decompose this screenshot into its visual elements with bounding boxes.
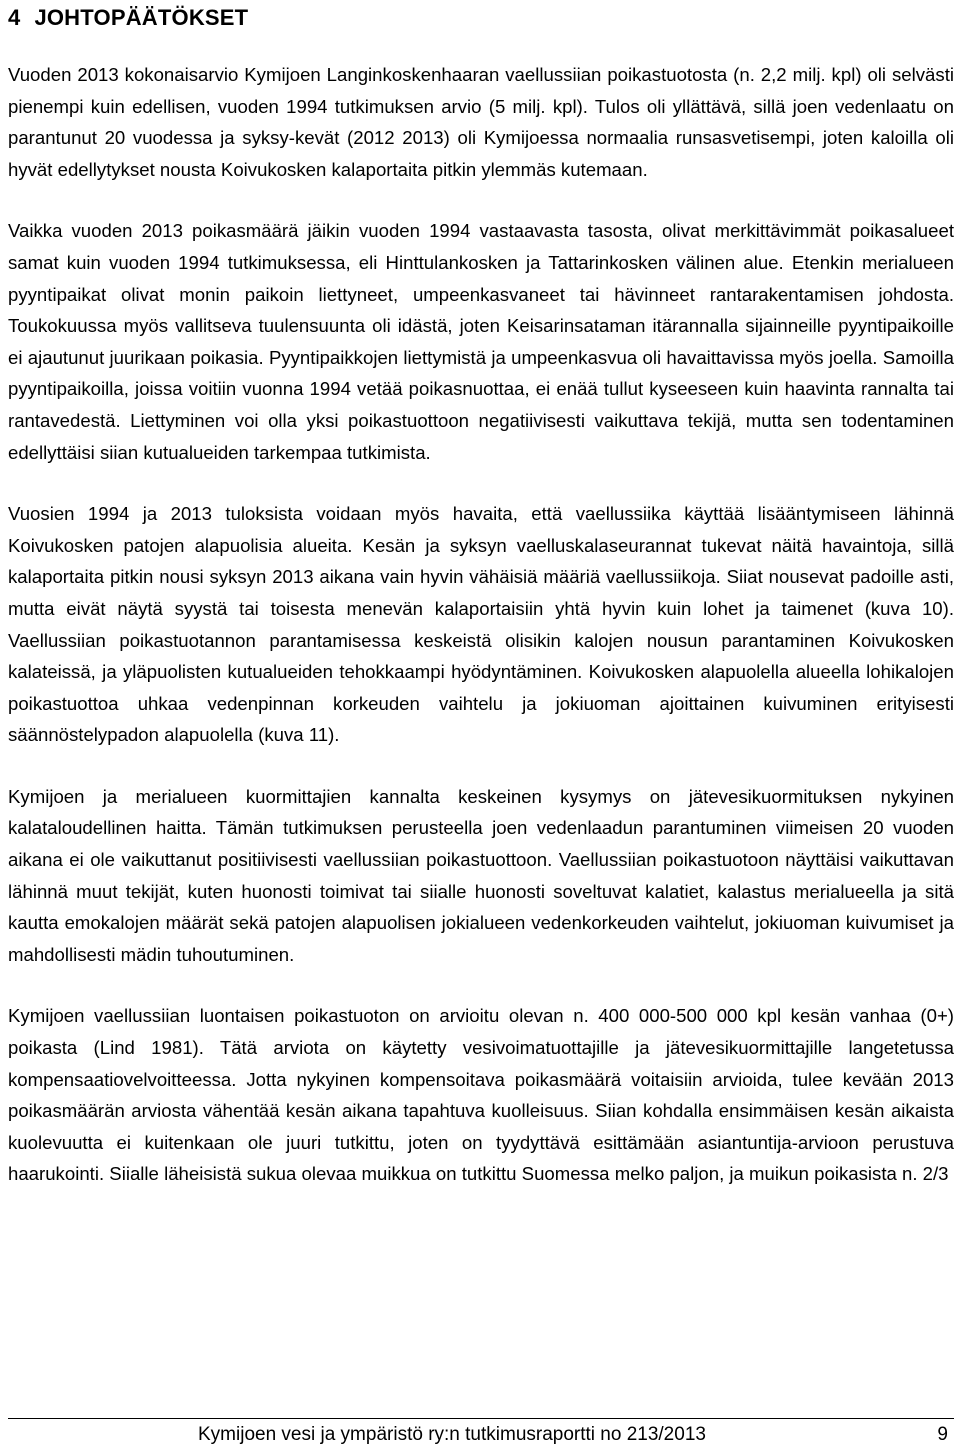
paragraph-5: Kymijoen vaellussiian luontaisen poikastuoton on arvioitu olevan n. 400 000-500 000 kpl kesän vanhaa (0+) poikasta (Lind 1981). Tätä arviota on käytetty vesivoimatuottajille ja jätevesikuormittajille langetetussa kompensaatiovelvoitteessa. Jotta nykyinen kompensoitava poikasmäärä voitaisiin arvioida, tulee kevään 2013 poikasmäärän arviosta vähentää kesän aikana tapahtuva kuolleisuus. Siian kohdalla ensimmäisen kesän aikaista kuolevuutta ei kuitenkaan ole juuri tutkittu, joten on tyydyttävä esittämään asiantuntija-arvioon perustuva haarukointi. Siialle läheisistä sukua olevaa muikkua on tutkittu Suomessa melko paljon, ja muikun poikasista n. 2/3 [8, 1005, 954, 1185]
paragraph-1: Vuoden 2013 kokonaisarvio Kymijoen Langinkoskenhaaran vaellussiian poikastuotosta (n. 2,2 milj. kpl) oli selvästi pienempi kuin edellisen, vuoden 1994 tutkimuksen arvio (5 milj. kpl). Tulos oli yllättävä, sillä joen vedenlaatu on parantunut 20 vuodessa ja syksy-kevät (2012 2013) oli Kymijoessa normaalia runsasvetisempi, joten kaloilla oli hyvät edellytykset nousta Koivukosken kalaportaita pitkin ylemmäs kutemaan. [8, 64, 954, 180]
footer-report-title: Kymijoen vesi ja ympäristö ry:n tutkimusraportti no 213/2013 [198, 1424, 706, 1445]
section-number: 4 [8, 5, 21, 30]
section-title: JOHTOPÄÄTÖKSET [34, 5, 249, 30]
paragraph-4: Kymijoen ja merialueen kuormittajien kannalta keskeinen kysymys on jätevesikuormituksen nykyinen kalataloudellinen haitta. Tämän tutkimuksen perusteella joen vedenlaadun parantuminen viimeisen 20 vuoden aikana ei ole vaikuttanut positiivisesti vaellussiian poikastuottoon. Vaellussiian poikastuotoon näyttäisi vaikuttavan lähinnä muut tekijät, kuten huonosti toimivat tai siialle huonosti soveltuvat kalatiet, kalastus merialueella ja sitä kautta emokalojen määrät sekä patojen alapuolisen jokialueen vedenkorkeuden vaihtelut, jokiuoman kuivumiset ja mahdollisesti mädin tuhoutuminen. [8, 785, 954, 965]
section-heading [8, 4, 954, 32]
page-footer [8, 1418, 954, 1449]
paragraph-2: Vaikka vuoden 2013 poikasmäärä jäikin vuoden 1994 vastaavasta tasosta, olivat merkittävimmät poikasalueet samat kuin vuoden 1994 tutkimuksessa, eli Hinttulankosken ja Tattarinkosken välinen alue. Etenkin merialueen pyyntipaikat olivat monin paikoin liettyneet, umpeenkasvaneet tai hävinneet rantarakentamisen johdosta. Toukokuussa myös vallitseva tuulensuunta oli idästä, joten Keisarinsataman itärannalla sijainneille pyyntipaikoille ei ajautunut juurikaan poikasia. Pyyntipaikkojen liettymistä ja umpeenkasvua oli havaittavissa myös joella. Samoilla pyyntipaikoilla, joissa voitiin vuonna 1994 vetää poikasnuottaa, ei enää tullut kyseeseen kuin haavinta rannalta tai rantavedestä. Liettyminen voi olla yksi poikastuottoon negatiivisesti vaikuttava tekijä, mutta sen todentaminen edellyttäisi siian kutualueiden tarkempaa tutkimista. [8, 220, 954, 463]
footer-page-number: 9 [937, 1424, 948, 1445]
document-page [8, 0, 954, 1190]
paragraph-3: Vuosien 1994 ja 2013 tuloksista voidaan myös havaita, että vaellussiika käyttää lisääntymiseen lähinnä Koivukosken patojen alapuolisia alueita. Kesän ja syksyn vaelluskalaseurannat tukevat näitä havaintoja, sillä kalaportaita pitkin nousi syksyn 2013 aikana vain hyvin vähäisiä määriä vaellussiikoja. Siiat nousevat padoille asti, mutta eivät näytä syystä tai toisesta menevän kalaportaisiin yhtä hyvin kuin lohet ja taimenet (kuva 10). Vaellussiian poikastuotannon parantamisessa keskeistä olisikin kalojen nousun parantaminen Koivukosken kalateissä, ja yläpuolisten kutualueiden tehokkaampi hyödyntäminen. Koivukosken alapuolella alueella lohikalojen poikastuottoa uhkaa vedenpinnan korkeuden vaihtelu ja jokiuoman ajoittainen kuivuminen erityisesti säännöstelypadon alapuolella (kuva 11). [8, 503, 954, 746]
